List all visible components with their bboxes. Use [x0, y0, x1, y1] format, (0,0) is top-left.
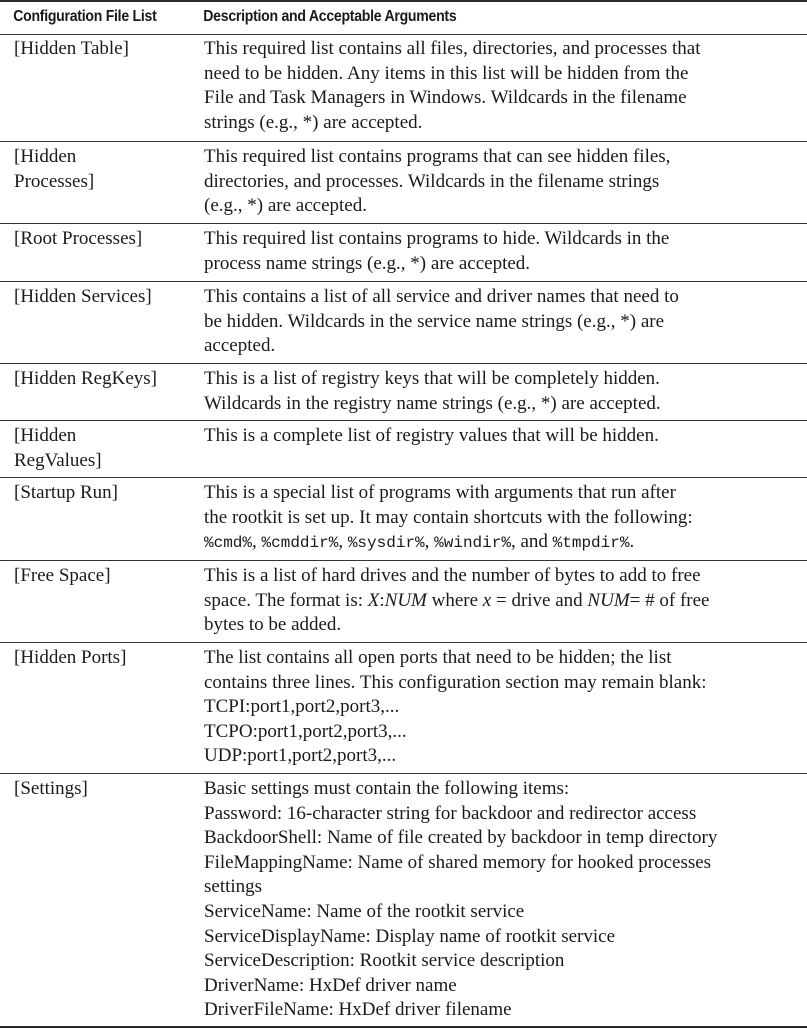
row-description: This is a complete list of registry values that will be hidden.: [204, 425, 659, 446]
row-name: [Hidden Processes]: [14, 146, 95, 192]
row-separator: [0, 420, 807, 421]
row-description: This required list contains all files, directories, and processes that need to be hidden. Any items in this list will be hidden from the File and Task Managers in Windows. Wildcards in the filename strings (e.g., *) are accepted.: [204, 38, 701, 133]
row-name: [Hidden Ports]: [14, 647, 127, 668]
row-name: [Hidden Services]: [14, 286, 152, 307]
row-name: [Settings]: [14, 778, 88, 799]
row-separator: [0, 560, 807, 561]
code-cmddir: %cmddir%: [261, 534, 339, 553]
row-description: This contains a list of all service and driver names that need to be hidden. Wildcards in the service name strings (e.g., *) are accepted.: [204, 286, 679, 357]
row-name: [Root Processes]: [14, 228, 143, 249]
shortcut-list: %cmd%, %cmddir%, %sysdir%, %windir%, and %tmpdir%.: [204, 531, 635, 553]
code-cmd: %cmd%: [204, 534, 253, 553]
code-tmpdir: %tmpdir%: [552, 534, 630, 553]
row-name: [Free Space]: [14, 565, 111, 586]
row-description: This is a special list of programs with arguments that run after the rootkit is set up. It may contain shortcuts with the following: %cmd%, %cmddir%, %sysdir%, %windir%, and %tmpdir%.: [204, 481, 804, 556]
row-separator: [0, 773, 807, 774]
format-line: space. The format is: X:NUM where x = drive and NUM= # of free: [204, 589, 710, 611]
code-sysdir: %sysdir%: [347, 534, 425, 553]
code-windir: %windir%: [434, 534, 511, 553]
table-header: [0, 4, 710, 34]
row-separator: [0, 281, 807, 282]
row-description: This required list contains programs to hide. Wildcards in the process name strings (e.g., *) are accepted.: [204, 228, 670, 274]
row-description: This is a list of registry keys that will be completely hidden. Wildcards in the registry name strings (e.g., *) are accepted.: [204, 368, 661, 414]
row-description: Basic settings must contain the following items: Password: 16-character string for backdoor and redirector access BackdoorShell: Name of file created by backdoor in temp directory FileMappingName: Name of shared memory for hooked processes settings ServiceName: Name of the rootkit service ServiceDisplayName: Display name of rootkit service ServiceDescription: Rootkit service description DriverName: HxDef driver name DriverFileName: HxDef driver filename: [204, 778, 718, 1021]
row-description: This is a list of hard drives and the number of bytes to add to free space. The format is: X:NUM where x = drive and NUM= # of free bytes to be added.: [204, 564, 804, 638]
header-config-file-list: Configuration File List: [13, 8, 157, 25]
row-separator: [0, 477, 807, 478]
row-name: [Hidden RegValues]: [14, 425, 102, 471]
row-separator: [0, 363, 807, 364]
header-separator: [0, 34, 807, 35]
row-name: [Startup Run]: [14, 482, 118, 503]
row-name: [Hidden RegKeys]: [14, 368, 157, 389]
row-name: [Hidden Table]: [14, 38, 129, 59]
row-separator: [0, 141, 807, 142]
row-separator: [0, 223, 807, 224]
header-description: Description and Acceptable Arguments: [203, 8, 457, 25]
row-description: This required list contains programs that can see hidden files, directories, and processes. Wildcards in the filename strings (e.g., *) are accepted.: [204, 146, 671, 217]
row-description: The list contains all open ports that need to be hidden; the list contains three lines. This configuration section may remain blank: TCPI:port1,port2,port3,... TCPO:port1,port2,port3,... UDP:port1,port2,port3,...: [204, 647, 707, 767]
top-rule: [0, 0, 807, 2]
row-separator: [0, 642, 807, 643]
